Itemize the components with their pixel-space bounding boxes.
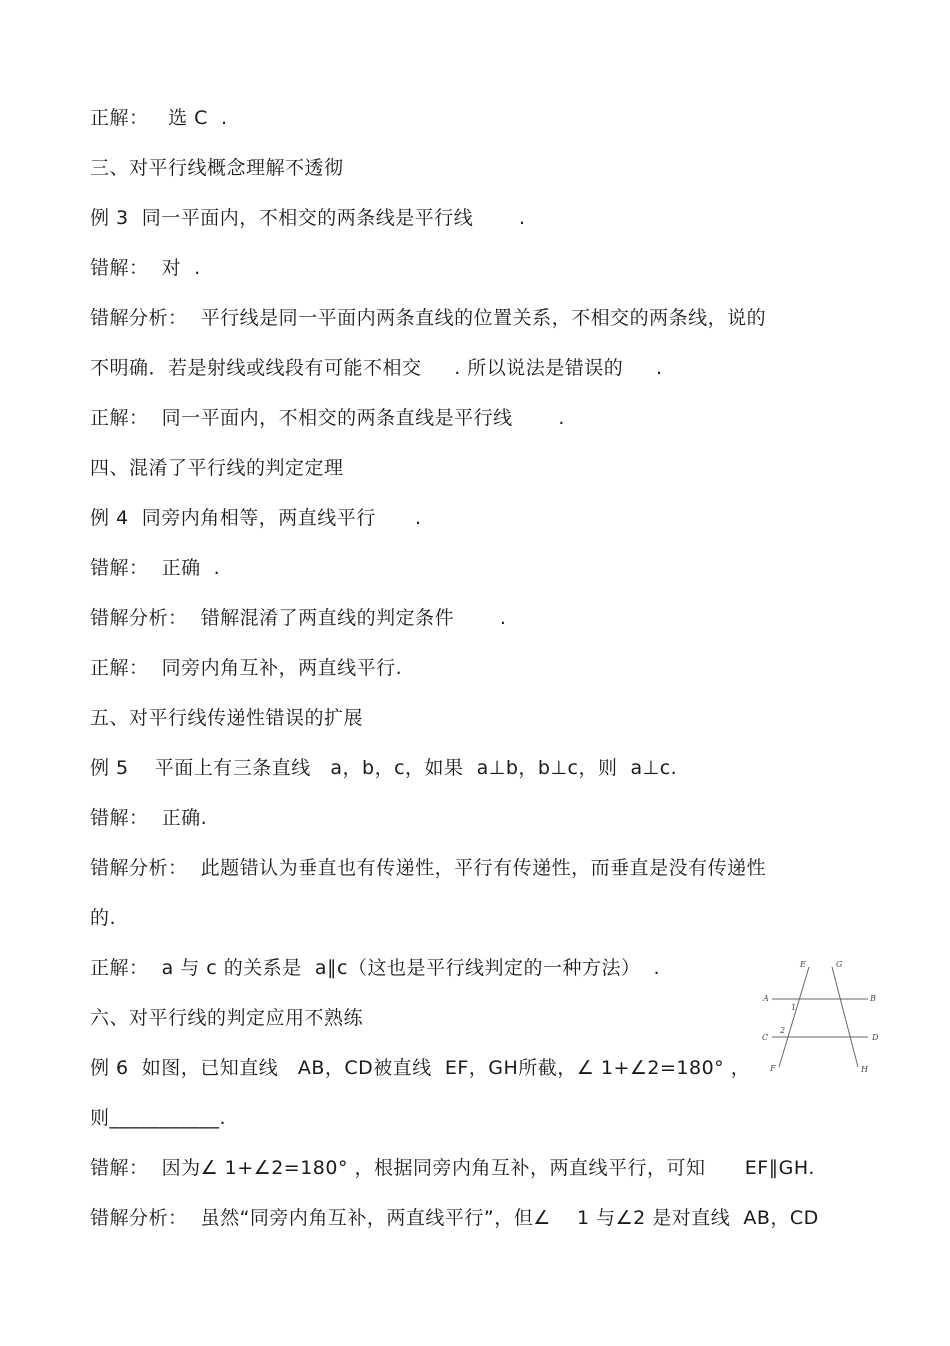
text-line: 错解分析： 虽然“同旁内角互补，两直线平行”，但∠ 1 与∠2 是对直线 AB，CD (90, 1207, 819, 1229)
text-line: 例 6 如图，已知直线 AB，CD被直线 EF，GH所截，∠ 1+∠2=180° ， (90, 1057, 751, 1079)
text-line: 例 5 平面上有三条直线 a，b，c，如果 a⊥b，b⊥c，则 a⊥c. (90, 757, 678, 779)
text-line: 例 3 同一平面内，不相交的两条线是平行线 . (90, 207, 526, 229)
text-line: 错解： 正确. (90, 807, 208, 829)
label-g: G (836, 960, 843, 969)
section-heading: 四、混淆了平行线的判定定理 (90, 457, 344, 479)
label-c: C (762, 1033, 769, 1042)
label-e: E (800, 960, 806, 969)
text-line: 错解： 对 . (90, 257, 201, 279)
section-heading: 五、对平行线传递性错误的扩展 (90, 707, 364, 729)
parallel-lines-figure (758, 955, 883, 1077)
line-gh (832, 967, 858, 1067)
text-line: 例 4 同旁内角相等，两直线平行 . (90, 507, 422, 529)
section-heading: 六、对平行线的判定应用不熟练 (90, 1007, 364, 1029)
label-b: B (870, 994, 876, 1003)
label-f: F (770, 1064, 776, 1073)
text-line: 正解： a 与 c 的关系是 a∥c（这也是平行线判定的一种方法） . (90, 957, 661, 979)
text-line: 的. (90, 907, 117, 929)
text-line: 正解： 同旁内角互补，两直线平行. (90, 657, 403, 679)
label-h: H (861, 1065, 868, 1074)
text-line: 错解： 因为∠ 1+∠2=180° ，根据同旁内角互补，两直线平行，可知 EF∥GH. (90, 1157, 815, 1179)
text-line: 错解： 正确 . (90, 557, 221, 579)
text-line: 不明确．若是射线或线段有可能不相交 . 所以说法是错误的 . (90, 357, 663, 379)
label-angle-1: 1 (791, 1003, 797, 1012)
text-line: 错解分析： 平行线是同一平面内两条直线的位置关系，不相交的两条线，说的 (90, 307, 767, 329)
text-line: 错解分析： 错解混淆了两直线的判定条件 . (90, 607, 507, 629)
label-angle-2: 2 (780, 1026, 786, 1035)
line-ef (779, 967, 809, 1067)
text-line: 正解： 同一平面内，不相交的两条直线是平行线 . (90, 407, 565, 429)
text-line: 正解： 选 C . (90, 107, 228, 129)
label-d: D (872, 1033, 879, 1042)
section-heading: 三、对平行线概念理解不透彻 (90, 157, 344, 179)
label-a: A (763, 994, 769, 1003)
text-line: 错解分析： 此题错认为垂直也有传递性，平行有传递性，而垂直是没有传递性 (90, 857, 767, 879)
text-line: 则___________. (90, 1107, 227, 1129)
